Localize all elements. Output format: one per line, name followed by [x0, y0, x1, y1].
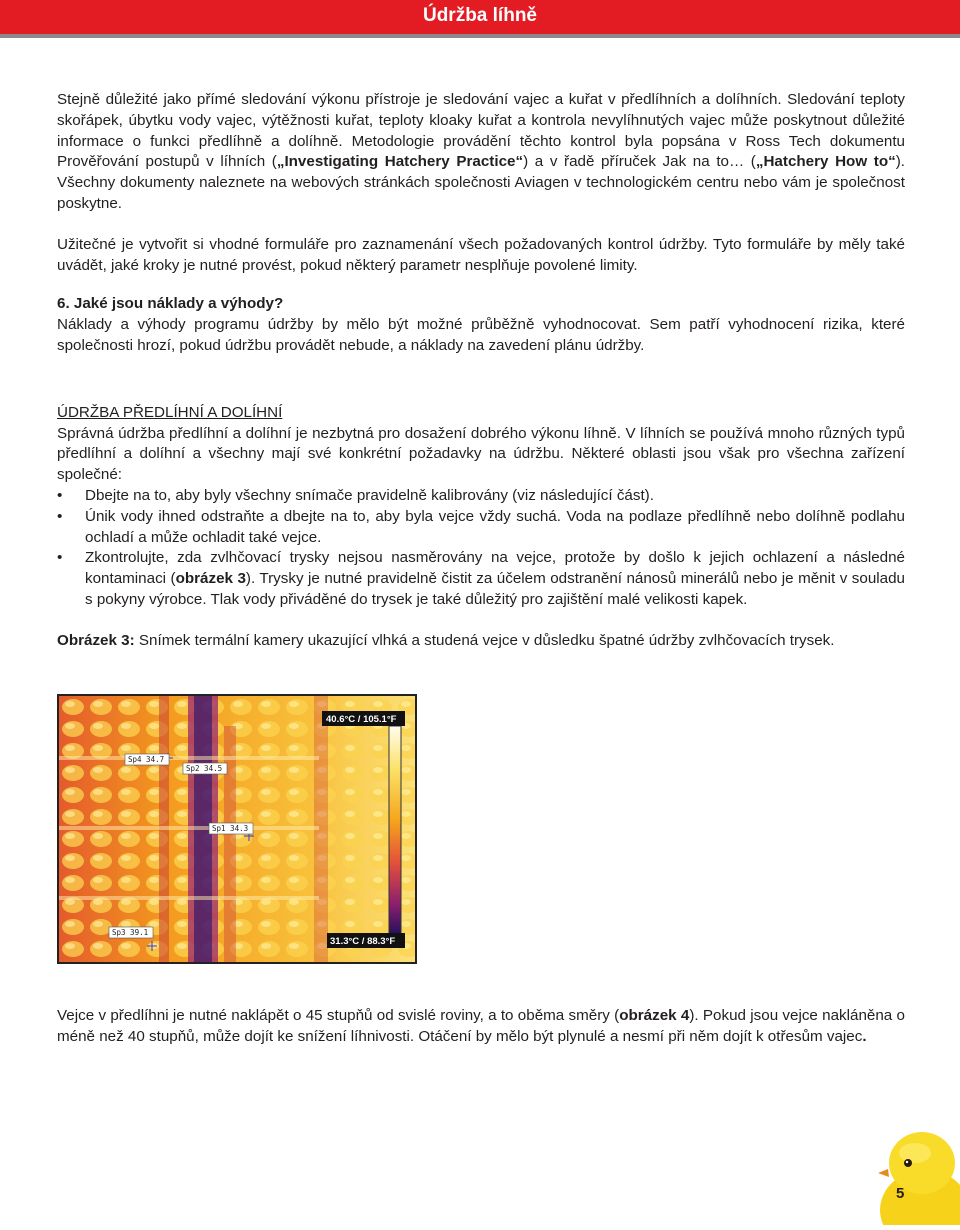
spot-label: Sp4 34.7 [128, 755, 165, 764]
closing-period: . [862, 1027, 867, 1045]
list-item [57, 486, 905, 507]
figure-reference: obrázek 3 [175, 570, 246, 588]
bullet-icon: • [57, 507, 63, 525]
section-title: ÚDRŽBA PŘEDLÍHNÍ A DOLÍHNÍ [57, 403, 283, 421]
list-item-text: ). Trysky je nutné pravidelně čistit za účelem odstranění nánosů minerálů nebo je měnit v souladu s pokyny výrobce. Tlak vody přiváděné do trysek je také důležitý pro zajištění malé velikosti kapek. [85, 570, 905, 608]
intro-quote-howto: „Hatchery How to“ [755, 153, 896, 171]
maintenance-list [57, 486, 905, 611]
main-content [57, 90, 905, 652]
max-temperature-label: 40.6°C / 105.1°F [326, 714, 397, 725]
intro-paragraph [57, 90, 905, 215]
chick-illustration [870, 1125, 960, 1225]
forms-paragraph: Užitečné je vytvořit si vhodné formuláře pro zaznamenání všech požadovaných kontrol údržby. Tyto formuláře by měly také uvádět, jaké kroky je nutné provést, pokud některý parametr nesplňuje povolené limity. [57, 235, 905, 274]
page-number: 5 [896, 1185, 905, 1202]
bullet-icon: • [57, 549, 63, 567]
page-header-bar [0, 0, 960, 38]
closing-text-c: ). Pokud jsou vejce nakláněna o méně než 40 stupňů, může dojít ke snížení líhnivosti. Otáčení by mělo být plynulé a nesmí při něm dojít k otřesům vajec [57, 1007, 905, 1045]
intro-text-e: ). Všechny dokumenty naleznete na webových stránkách společnosti Aviagen v technologickém centru nebo vám je společnost poskytne. [57, 153, 905, 212]
closing-text-a: Vejce v předlíhni je nutné naklápět o 45 stupňů od svislé roviny, a to oběma směry ( [57, 1007, 620, 1025]
spot-label: Sp3 39.1 [112, 928, 149, 937]
intro-text-c: ) a v řadě příruček Jak na to… ( [523, 153, 756, 171]
list-item [57, 548, 905, 610]
spot-label: Sp2 34.5 [186, 764, 223, 773]
figure-caption-label: Obrázek 3: [57, 631, 135, 649]
thermal-image [57, 694, 417, 964]
thermal-image-graphic [59, 696, 415, 962]
spot-label: Sp1 34.3 [212, 824, 249, 833]
closing-paragraph [57, 1006, 905, 1048]
bullet-icon: • [57, 486, 63, 504]
section-intro: Správná údržba předlíhní a dolíhní je nezbytná pro dosažení dobrého výkonu líhně. V líhních se používá mnoho různých typů předlíhní a dolíhní a všechny mají své konkrétní požadavky na údržbu. Některé oblasti jsou však pro všechna zařízení společné: [57, 424, 905, 484]
list-item-text: Zkontrolujte, zda zvlhčovací trysky nejsou nasměrovány na vejce, protože by došlo k jejich ochlazení a následné kontaminaci ( [85, 549, 905, 588]
intro-quote-practice: „Investigating Hatchery Practice“ [276, 153, 524, 171]
costs-heading: 6. Jaké jsou náklady a výhody? [57, 295, 284, 313]
figure-reference: obrázek 4 [619, 1007, 690, 1025]
list-item [57, 507, 905, 549]
list-item-text: Únik vody ihned odstraňte a dbejte na to, aby byla vejce vždy suchá. Voda na podlaze předlíhně nebo dolíhně podlahu ochladí a může ochladit také vejce. [85, 507, 905, 546]
chick-icon [870, 1125, 960, 1225]
figure-caption-text: Snímek termální kamery ukazující vlhká a studená vejce v důsledku špatné údržby zvlhčovacích trysek. [134, 631, 835, 649]
min-temperature-label: 31.3°C / 88.3°F [330, 936, 396, 947]
figure-caption [57, 631, 905, 652]
list-item-text: Dbejte na to, aby byly všechny snímače pravidelně kalibrovány (viz následující část). [85, 486, 654, 504]
costs-paragraph: Náklady a výhody programu údržby by mělo být možné průběžně vyhodnocovat. Sem patří vyhodnocení rizika, které společnosti hrozí, pokud údržbu provádět nebude, a náklady na zavedení plánu údržby. [57, 316, 905, 354]
page-header-title: Údržba líhně [422, 5, 537, 26]
intro-text-a: Stejně důležité jako přímé sledování výkonu přístroje je sledování vajec a kuřat v předlíhních a dolíhních. Sledování teploty skořápek, úbytku vody vajec, výtěžnosti kuřat, teploty kloaky kuřat a kontrola nevylíhnutých vajec může poskytnout důležité informace o funkci předlíhně a dolíhně. Metodologie provádění těchto kontrol byla popsána v Ross Tech dokumentu Prověřování postupů v líhních ( [57, 91, 905, 171]
